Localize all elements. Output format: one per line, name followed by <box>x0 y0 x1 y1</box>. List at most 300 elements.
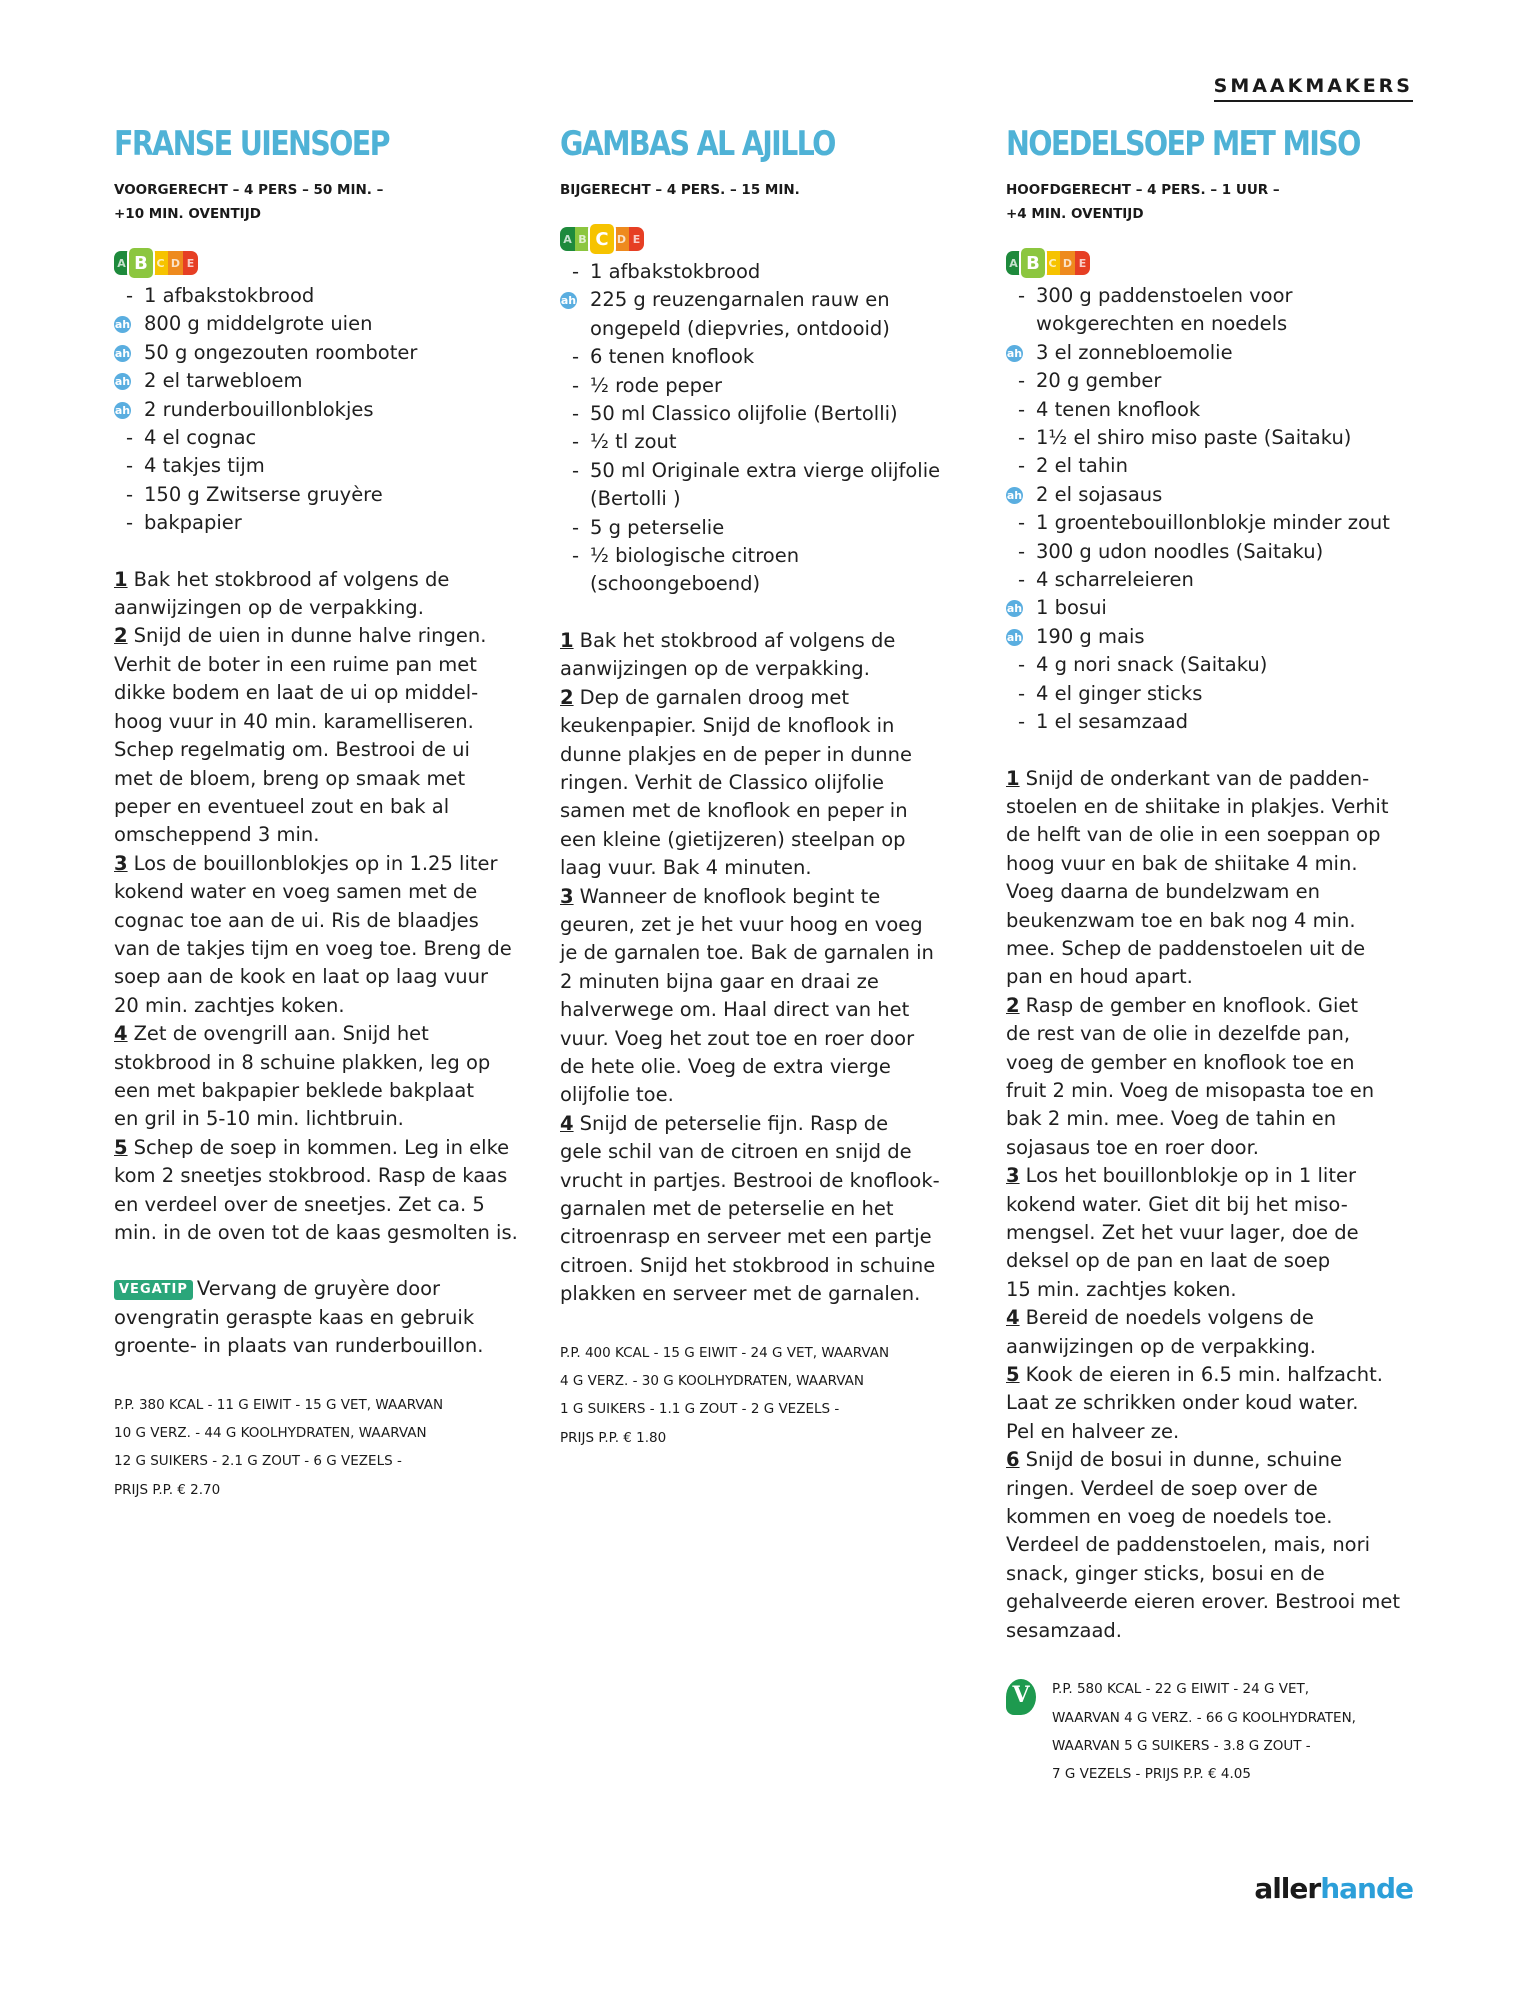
bullet-dash: - <box>126 482 134 506</box>
recipe-meta <box>560 178 970 202</box>
bullet-dash: - <box>1018 511 1026 535</box>
ingredient-text: 20 g gember <box>1036 369 1162 393</box>
step-line <box>114 1105 524 1133</box>
bullet-dash: - <box>1018 568 1026 592</box>
step-text: vuur. Voeg het zout toe en roer door <box>560 1026 915 1050</box>
ingredient-text: 4 el cognac <box>144 426 257 450</box>
step-text: deksel op de pan en laat de soep <box>1006 1249 1331 1273</box>
nutrition-info <box>114 1391 524 1505</box>
step-text: voeg de gember en knoflook toe en <box>1006 1050 1355 1074</box>
ingredient-list <box>1006 282 1426 737</box>
bullet-dash: - <box>572 260 580 283</box>
nutriscore-letter-d: D <box>1060 251 1075 275</box>
step-text: Los het bouillonblokje op in 1 liter <box>1025 1164 1357 1188</box>
nutriscore-letter-d: D <box>168 251 183 275</box>
ingredient-item <box>1006 367 1426 395</box>
step-text: citroen. Snijd het stokbrood in schuine <box>560 1253 936 1277</box>
nutrition-line: PRIJS P.P. € 1.80 <box>560 1429 667 1446</box>
nutriscore-letter-b: B <box>575 227 590 251</box>
nutriscore-letter-d: D <box>614 227 629 251</box>
step-line <box>1006 1105 1426 1133</box>
ah-brand-icon: ah <box>560 294 577 308</box>
step-line <box>1006 1134 1426 1162</box>
nutrition-line: 1 G SUIKERS - 1.1 G ZOUT - 2 G VEZELS - <box>560 1401 840 1418</box>
ingredient-text: 5 g peterselie <box>590 515 725 539</box>
ah-brand-icon: ah <box>1006 346 1023 360</box>
step-line <box>560 1252 970 1280</box>
step-text: pan en houd apart. <box>1006 965 1193 989</box>
ingredient-item <box>560 514 970 542</box>
ingredient-item <box>114 481 524 509</box>
ingredient-text: bakpapier <box>144 511 242 535</box>
step <box>1006 1162 1426 1304</box>
step <box>560 1110 970 1309</box>
nutriscore-letter-a: A <box>1006 251 1021 275</box>
step-text: Bak het stokbrood af volgens de <box>579 628 896 652</box>
step-text: stoelen en de shiitake in plakjes. Verhit <box>1006 794 1389 818</box>
step-text: Rasp de gember en knoflook. Giet <box>1025 993 1359 1017</box>
ingredient-list <box>560 258 970 599</box>
step <box>1006 1304 1426 1361</box>
step-text: min. in de oven tot de kaas gesmolten is. <box>114 1221 518 1244</box>
nutriscore-letter-e: E <box>629 227 644 251</box>
step-line <box>1006 1503 1426 1531</box>
step-text: Bak het stokbrood af volgens de <box>133 567 450 591</box>
ingredient-text: 225 g reuzengarnalen rauw en ongepeld (diepvries, ontdooid) <box>590 288 890 340</box>
nutrition-line: WAARVAN 4 G VERZ. - 66 G KOOLHYDRATEN, <box>1052 1709 1356 1726</box>
step-line <box>114 878 524 906</box>
step-text: de rest van de olie in dezelfde pan, <box>1006 1022 1351 1046</box>
recipe-title: FRANSE UIENSOEP <box>114 124 389 164</box>
ingredient-item <box>114 339 524 367</box>
step-line <box>114 935 524 963</box>
ingredient-item <box>114 509 524 537</box>
ingredient-text: 2 el tahin <box>1036 454 1128 478</box>
vegetarian-icon: V <box>1006 1679 1036 1715</box>
meta-line: HOOFDGERECHT – 4 PERS. – 1 UUR – <box>1006 182 1280 198</box>
step-text: Snijd de onderkant van de padden- <box>1025 766 1370 790</box>
ingredient-item <box>560 343 970 371</box>
step-line <box>560 1167 970 1195</box>
step-line <box>560 684 970 712</box>
ingredient-item <box>114 396 524 424</box>
recipe-column-3 <box>1006 120 1426 1789</box>
tip-text: ovengratin geraspte kaas en gebruik <box>114 1305 475 1329</box>
ingredient-text: 50 ml Originale extra vierge olijfolie (Bertolli ) <box>590 458 941 511</box>
step-line <box>1006 1020 1426 1048</box>
step-number: 6 <box>1006 1448 1020 1472</box>
ingredient-text: ½ biologische citroen (schoongeboend) <box>590 544 800 596</box>
step-text: met de bloem, breng op smaak met <box>114 766 466 790</box>
step-text: Snijd de peterselie fijn. Rasp de <box>579 1111 889 1135</box>
step-text: je de garnalen toe. Bak de garnalen in <box>560 941 934 965</box>
step-line <box>1006 1389 1426 1417</box>
step-line <box>114 708 524 736</box>
step-number: 2 <box>114 624 128 648</box>
step-text: 2 minuten bijna gaar en draai ze <box>560 969 879 993</box>
ingredient-item <box>1006 680 1426 708</box>
step <box>1006 992 1426 1162</box>
step-number: 1 <box>114 567 128 591</box>
bullet-dash: - <box>572 458 580 482</box>
step-line <box>114 1049 524 1077</box>
step-line <box>560 741 970 769</box>
step-line <box>560 1280 970 1308</box>
step-text: aanwijzingen op de verpakking. <box>1006 1334 1316 1358</box>
ingredient-item <box>560 258 970 286</box>
ingredient-item <box>1006 282 1426 339</box>
step-line <box>1006 1304 1426 1332</box>
tip-line <box>114 1275 524 1303</box>
step <box>560 684 970 883</box>
ingredient-item <box>1006 538 1426 566</box>
bullet-dash: - <box>572 430 580 454</box>
step-text: kommen en voeg de noedels toe. <box>1006 1505 1333 1529</box>
nutriscore-badge <box>114 250 524 276</box>
step-line <box>1006 878 1426 906</box>
step-text: stokbrood in 8 schuine plakken, leg op <box>114 1050 491 1074</box>
ingredient-item <box>560 400 970 428</box>
step-line <box>560 1138 970 1166</box>
step-line <box>560 712 970 740</box>
step-line <box>560 854 970 882</box>
step-number: 1 <box>1006 766 1020 790</box>
step-line <box>1006 1333 1426 1361</box>
ingredient-text: 800 g middelgrote uien <box>144 312 373 336</box>
step-text: Snijd de uien in dunne halve ringen. <box>133 624 487 648</box>
step-text: mee. Schep de paddenstoelen uit de <box>1006 936 1366 960</box>
step-number: 3 <box>560 884 574 908</box>
vegatip-badge: VEGATIP <box>114 1280 193 1300</box>
step-line <box>1006 935 1426 963</box>
step <box>1006 765 1426 992</box>
step-line <box>560 1195 970 1223</box>
ingredient-item <box>560 286 970 343</box>
step-text: peper en eventueel zout en bak al <box>114 794 450 818</box>
ingredient-item <box>560 542 970 599</box>
ingredient-item <box>1006 651 1426 679</box>
ingredient-text: 150 g Zwitserse gruyère <box>144 482 383 506</box>
ah-brand-icon: ah <box>1006 488 1023 502</box>
nutrition-line: P.P. 380 KCAL - 11 G EIWIT - 15 G VET, WAARVAN <box>114 1396 444 1413</box>
nutriscore-letter-e: E <box>1075 251 1090 275</box>
ingredient-item <box>1006 396 1426 424</box>
step-line <box>560 1025 970 1053</box>
ah-brand-icon: ah <box>114 318 131 332</box>
step <box>560 627 970 684</box>
ah-brand-icon: ah <box>1006 630 1023 644</box>
step-text: Zet de ovengrill aan. Snijd het <box>133 1022 429 1046</box>
step-text: en verdeel over de sneetjes. Zet ca. 5 <box>114 1192 485 1216</box>
ingredient-text: 1 bosui <box>1036 596 1107 620</box>
step-line <box>560 939 970 967</box>
step-text: garnalen met de peterselie en het <box>560 1197 894 1220</box>
step-text: beukenzwam toe en bak nog 4 min. <box>1006 908 1356 932</box>
step-text: een kleine (gietijzeren) steelpan op <box>560 827 906 851</box>
nutrition-line: 7 G VEZELS - PRIJS P.P. € 4.05 <box>1052 1766 1251 1783</box>
ingredient-item <box>1006 623 1426 651</box>
bullet-dash: - <box>1018 710 1026 734</box>
ingredient-text: 1½ el shiro miso paste (Saitaku) <box>1036 426 1352 450</box>
ingredient-text: 300 g paddenstoelen voor wokgerechten en noedels <box>1036 284 1293 336</box>
step-text: Verdeel de paddenstoelen, mais, nori <box>1006 1533 1371 1557</box>
nutrition-block <box>1006 1675 1426 1789</box>
step-text: 20 min. zachtjes koken. <box>114 993 345 1017</box>
ingredient-item <box>1006 594 1426 622</box>
nutriscore-letter-c: C <box>1045 251 1060 275</box>
step-text: Verhit de boter in een ruime pan met <box>114 652 477 676</box>
step-line <box>560 1223 970 1251</box>
bullet-dash: - <box>126 426 134 450</box>
bullet-dash: - <box>126 454 134 478</box>
ingredient-item <box>1006 566 1426 594</box>
ingredient-text: ½ tl zout <box>590 430 677 454</box>
step-line <box>560 1110 970 1138</box>
ingredient-text: 300 g udon noodles (Saitaku) <box>1036 539 1324 563</box>
preparation-steps <box>114 566 524 1248</box>
step-text: en gril in 5-10 min. lichtbruin. <box>114 1107 404 1131</box>
step-line <box>1006 1588 1426 1616</box>
step-line <box>560 1081 970 1109</box>
ingredient-item <box>1006 509 1426 537</box>
ingredient-text: 2 runderbouillonblokjes <box>144 397 374 421</box>
step-line <box>114 651 524 679</box>
step-text: gele schil van de citroen en snijd de <box>560 1140 912 1164</box>
step-line <box>114 622 524 650</box>
ingredient-text: 4 el ginger sticks <box>1036 681 1203 705</box>
step-text: Voeg daarna de bundelzwam en <box>1006 880 1320 904</box>
step-text: ringen. Verhit de Classico olijfolie <box>560 770 884 794</box>
step-number: 4 <box>1006 1306 1020 1330</box>
step-line <box>114 963 524 991</box>
meta-line: +10 MIN. OVENTIJD <box>114 206 261 222</box>
ingredient-text: ½ rode peper <box>590 373 722 397</box>
step-number: 2 <box>560 685 574 709</box>
step-number: 4 <box>560 1111 574 1135</box>
step-text: van de takjes tijm en voeg toe. Breng de <box>114 936 512 960</box>
step-line <box>114 1162 524 1190</box>
step-text: kokend water en voeg samen met de <box>114 880 478 904</box>
step-number: 5 <box>114 1135 128 1159</box>
step-line <box>560 797 970 825</box>
bullet-dash: - <box>572 544 580 568</box>
step-line <box>1006 850 1426 878</box>
step-text: olijfolie toe. <box>560 1083 674 1107</box>
step-number: 3 <box>114 851 128 875</box>
step-text: geuren, zet je het vuur hoog en voeg <box>560 912 923 936</box>
step-text: 15 min. zachtjes koken. <box>1006 1277 1237 1301</box>
nutrition-line: P.P. 580 KCAL - 22 G EIWIT - 24 G VET, <box>1052 1681 1310 1698</box>
ingredient-text: 1 afbakstokbrood <box>590 260 761 283</box>
bullet-dash: - <box>1018 653 1026 677</box>
nutrition-info <box>560 1339 970 1453</box>
step-line <box>114 1191 524 1219</box>
tip-text: Vervang de gruyère door <box>196 1277 441 1301</box>
step-text: mengsel. Zet het vuur lager, doe de <box>1006 1221 1359 1244</box>
ingredient-item <box>1006 708 1426 736</box>
step-text: soep aan de kook en laat op laag vuur <box>114 965 489 989</box>
step-text: aanwijzingen op de verpakking. <box>114 596 424 620</box>
step-line <box>114 1077 524 1105</box>
nutrition-line: 10 G VERZ. - 44 G KOOLHYDRATEN, WAARVAN <box>114 1425 427 1442</box>
step <box>114 566 524 623</box>
step-line <box>114 594 524 622</box>
recipe-meta <box>114 178 524 226</box>
meta-line: BIJGERECHT – 4 PERS. – 15 MIN. <box>560 182 800 198</box>
step-line <box>560 968 970 996</box>
step-number: 5 <box>1006 1363 1020 1387</box>
step-text: fruit 2 min. Voeg de misopasta toe en <box>1006 1078 1375 1102</box>
step-line <box>1006 992 1426 1020</box>
step-line <box>560 769 970 797</box>
step-line <box>1006 821 1426 849</box>
step-line <box>114 992 524 1020</box>
step-line <box>114 907 524 935</box>
recipe-column-2 <box>560 120 970 1452</box>
nutriscore-letter-e: E <box>183 251 198 275</box>
step-line <box>114 821 524 849</box>
step-text: citroenrasp en serveer met een partje <box>560 1225 932 1249</box>
step-line <box>1006 1617 1426 1645</box>
step-line <box>1006 1247 1426 1275</box>
step-text: Los de bouillonblokjes op in 1.25 liter <box>133 851 498 875</box>
nutriscore-letter-b: B <box>1019 246 1047 280</box>
bullet-dash: - <box>1018 681 1026 705</box>
step-number: 4 <box>114 1022 128 1046</box>
ingredient-item <box>114 424 524 452</box>
ingredient-item <box>1006 481 1426 509</box>
bullet-dash: - <box>1018 284 1026 307</box>
ingredient-text: 4 g nori snack (Saitaku) <box>1036 653 1268 677</box>
nutriscore-letter-a: A <box>560 227 575 251</box>
ingredient-text: 6 tenen knoflook <box>590 345 755 369</box>
step <box>1006 1361 1426 1446</box>
ingredient-item <box>1006 424 1426 452</box>
step-text: Bereid de noedels volgens de <box>1025 1306 1314 1330</box>
step-line <box>1006 1560 1426 1588</box>
step-line <box>560 826 970 854</box>
nutriscore-badge <box>1006 250 1426 276</box>
step-line <box>560 883 970 911</box>
step-line <box>1006 963 1426 991</box>
tip-line <box>114 1304 524 1332</box>
step-line <box>1006 1418 1426 1446</box>
step-text: ringen. Verdeel de soep over de <box>1006 1476 1318 1500</box>
step-text: aanwijzingen op de verpakking. <box>560 657 870 681</box>
step-line <box>114 793 524 821</box>
vega-tip <box>114 1275 524 1360</box>
ingredient-item <box>560 457 970 514</box>
step-line <box>1006 907 1426 935</box>
step-text: de hete olie. Voeg de extra vierge <box>560 1054 891 1078</box>
tip-line <box>114 1332 524 1360</box>
step-text: gehalveerde eieren erover. Bestrooi met <box>1006 1590 1400 1614</box>
meta-line: +4 MIN. OVENTIJD <box>1006 206 1144 222</box>
step <box>114 622 524 849</box>
bullet-dash: - <box>572 373 580 397</box>
step-line <box>1006 1077 1426 1105</box>
step-text: sojasaus toe en roer door. <box>1006 1135 1260 1159</box>
ingredient-text: 4 tenen knoflook <box>1036 397 1201 421</box>
ingredient-text: 2 el tarwebloem <box>144 369 303 393</box>
ingredient-item <box>1006 339 1426 367</box>
step-text: Pel en halveer ze. <box>1006 1419 1180 1443</box>
ingredient-item <box>560 428 970 456</box>
bullet-dash: - <box>1018 454 1026 478</box>
step-text: sesamzaad. <box>1006 1618 1122 1642</box>
nutrition-line: 12 G SUIKERS - 2.1 G ZOUT - 6 G VEZELS - <box>114 1453 402 1470</box>
step-text: keukenpapier. Snijd de knoflook in <box>560 714 895 738</box>
ah-brand-icon: ah <box>114 375 131 389</box>
step-text: hoog vuur en bak de shiitake 4 min. <box>1006 851 1358 875</box>
ingredient-item <box>560 372 970 400</box>
step-text: Wanneer de knoflook begint te <box>579 884 881 908</box>
ingredient-text: 1 groentebouillonblokje minder zout <box>1036 511 1390 535</box>
ah-brand-icon: ah <box>114 346 131 360</box>
recipe-title: GAMBAS AL AJILLO <box>560 124 835 164</box>
preparation-steps <box>560 627 970 1309</box>
step-line <box>560 655 970 683</box>
step-text: Dep de garnalen droog met <box>579 685 850 709</box>
ingredient-text: 50 g ongezouten roomboter <box>144 340 418 364</box>
step-line <box>114 679 524 707</box>
bullet-dash: - <box>1018 539 1026 563</box>
step-text: een met bakpapier beklede bakplaat <box>114 1078 474 1102</box>
nutrition-info <box>1052 1675 1356 1789</box>
bullet-dash: - <box>572 515 580 539</box>
step-text: Kook de eieren in 6.5 min. halfzacht. <box>1025 1363 1383 1387</box>
step-text: kokend water. Giet dit bij het miso- <box>1006 1192 1348 1216</box>
nutriscore-badge <box>560 226 970 252</box>
bullet-dash: - <box>572 402 580 426</box>
ingredient-item <box>114 282 524 310</box>
nutriscore-letter-b: B <box>127 246 155 280</box>
step-number: 3 <box>1006 1164 1020 1188</box>
ingredient-text: 50 ml Classico olijfolie (Bertolli) <box>590 402 898 426</box>
ingredient-list <box>114 282 524 538</box>
tip-text: groente- in plaats van runderbouillon. <box>114 1334 484 1358</box>
step <box>114 1020 524 1134</box>
step-text: kom 2 sneetjes stokbrood. Rasp de kaas <box>114 1164 508 1188</box>
step <box>1006 1446 1426 1645</box>
step-text: Snijd de bosui in dunne, schuine <box>1025 1448 1342 1472</box>
step-number: 1 <box>560 628 574 652</box>
bullet-dash: - <box>572 345 580 369</box>
step-text: laag vuur. Bak 4 minuten. <box>560 856 812 880</box>
nutriscore-letter-c: C <box>588 222 616 256</box>
step <box>114 1134 524 1248</box>
step-text: omscheppend 3 min. <box>114 823 320 847</box>
nutrition-line: P.P. 400 KCAL - 15 G EIWIT - 24 G VET, WAARVAN <box>560 1344 890 1361</box>
step-line <box>1006 1361 1426 1389</box>
step-line <box>1006 1446 1426 1474</box>
brand-logo: allerhande <box>1254 1872 1413 1905</box>
ingredient-item <box>114 367 524 395</box>
section-label: SMAAKMAKERS <box>1214 75 1413 102</box>
ingredient-item <box>1006 452 1426 480</box>
step-line <box>560 1053 970 1081</box>
step-line <box>114 1020 524 1048</box>
recipe-column-1 <box>114 120 524 1504</box>
step-line <box>114 1134 524 1162</box>
ingredient-text: 1 el sesamzaad <box>1036 710 1188 734</box>
step-line <box>1006 1219 1426 1247</box>
step-line <box>114 765 524 793</box>
step <box>114 850 524 1020</box>
step-line <box>1006 793 1426 821</box>
step-line <box>560 627 970 655</box>
nutriscore-letter-a: A <box>114 251 129 275</box>
